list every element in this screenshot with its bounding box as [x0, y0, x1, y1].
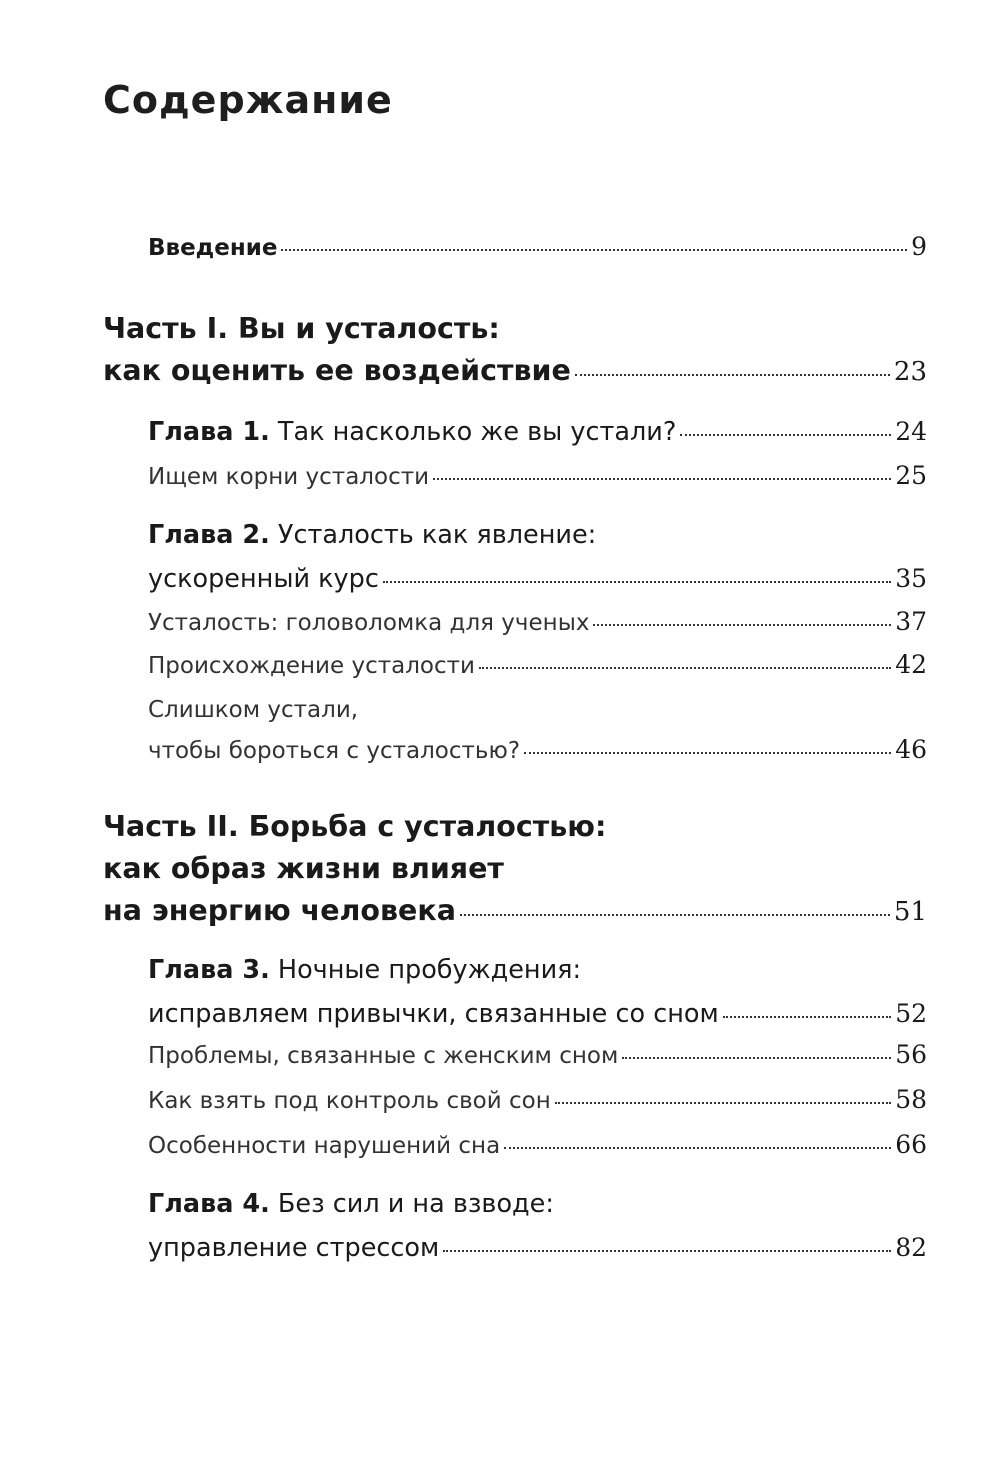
dot-leader — [281, 249, 907, 251]
page-number: 25 — [895, 461, 927, 490]
toc-entry-section[interactable] — [148, 456, 927, 497]
toc-entry-chapter-2[interactable] — [148, 513, 927, 601]
toc-entry-part-1[interactable] — [103, 308, 927, 393]
page-number: 58 — [895, 1085, 927, 1114]
page-number: 35 — [895, 564, 927, 593]
page-number: 23 — [893, 357, 927, 387]
dot-leader — [479, 667, 891, 669]
entry-title: Так насколько же вы устали? — [269, 417, 677, 447]
page-number: 24 — [895, 417, 927, 446]
toc-entry-introduction[interactable] — [148, 230, 927, 265]
entry-title-line-2: как оценить ее воздействие — [103, 354, 571, 387]
entry-title: Проблемы, связанные с женским сном — [148, 1043, 619, 1069]
dot-leader — [504, 1147, 891, 1149]
toc-entry-section[interactable] — [148, 602, 927, 643]
toc-entry-chapter-1[interactable] — [148, 410, 927, 454]
page-number: 46 — [895, 735, 927, 764]
toc-entry-section[interactable] — [148, 690, 927, 771]
toc-entry-section[interactable] — [148, 1080, 927, 1121]
toc-entry-section[interactable] — [148, 645, 927, 686]
entry-title-line-3: на энергию человека — [103, 894, 456, 927]
entry-title-line-2: как образ жизни влияет — [103, 852, 504, 885]
toc-entry-section[interactable] — [148, 1035, 927, 1076]
chapter-label: Глава 1. — [148, 417, 270, 447]
page-number: 52 — [895, 999, 927, 1028]
dot-leader — [383, 581, 891, 583]
entry-title-line-1: Ночные пробуждения: — [269, 955, 582, 985]
page-number: 42 — [895, 650, 927, 679]
entry-title: Как взять под контроль свой сон — [148, 1088, 551, 1114]
entry-title-line-2: исправляем привычки, связанные со сном — [148, 999, 719, 1029]
dot-leader — [680, 434, 891, 436]
toc-entry-chapter-4[interactable] — [148, 1182, 927, 1270]
entry-title: Усталость: головоломка для ученых — [148, 610, 590, 636]
dot-leader — [433, 478, 891, 480]
entry-title: Происхождение усталости — [148, 653, 475, 679]
page-title: Содержание — [103, 78, 393, 122]
page-number: 37 — [895, 607, 927, 636]
dot-leader — [443, 1250, 891, 1252]
toc-entry-chapter-3[interactable] — [148, 948, 927, 1036]
entry-title-line-1: Часть I. Вы и усталость: — [103, 312, 500, 345]
dot-leader — [555, 1102, 891, 1104]
entry-title-line-1: Часть II. Борьба с усталостью: — [103, 810, 607, 843]
dot-leader — [622, 1057, 891, 1059]
entry-title: Введение — [148, 235, 278, 261]
entry-title-line-2: ускоренный курс — [148, 564, 379, 594]
dot-leader — [460, 914, 890, 916]
entry-title-line-2: чтобы бороться с усталостью? — [148, 738, 521, 764]
toc-entry-section[interactable] — [148, 1125, 927, 1166]
entry-title: Ищем корни усталости — [148, 464, 430, 490]
entry-title-line-2: управление стрессом — [148, 1233, 440, 1263]
page-number: 66 — [895, 1130, 927, 1159]
entry-title-line-1: Усталость как явление: — [269, 520, 597, 550]
page-number: 9 — [911, 232, 927, 261]
chapter-label: Глава 2. — [148, 520, 270, 550]
page-number: 56 — [895, 1040, 927, 1069]
entry-title: Особенности нарушений сна — [148, 1133, 501, 1159]
page-number: 51 — [893, 897, 927, 927]
chapter-label: Глава 4. — [148, 1189, 270, 1219]
dot-leader — [723, 1016, 891, 1018]
dot-leader — [575, 374, 890, 376]
chapter-label: Глава 3. — [148, 955, 270, 985]
entry-title-line-1: Слишком устали, — [148, 697, 359, 723]
dot-leader — [524, 752, 891, 754]
dot-leader — [593, 624, 891, 626]
toc-entry-part-2[interactable] — [103, 806, 927, 933]
page-number: 82 — [895, 1233, 927, 1262]
entry-title-line-1: Без сил и на взводе: — [269, 1189, 554, 1219]
